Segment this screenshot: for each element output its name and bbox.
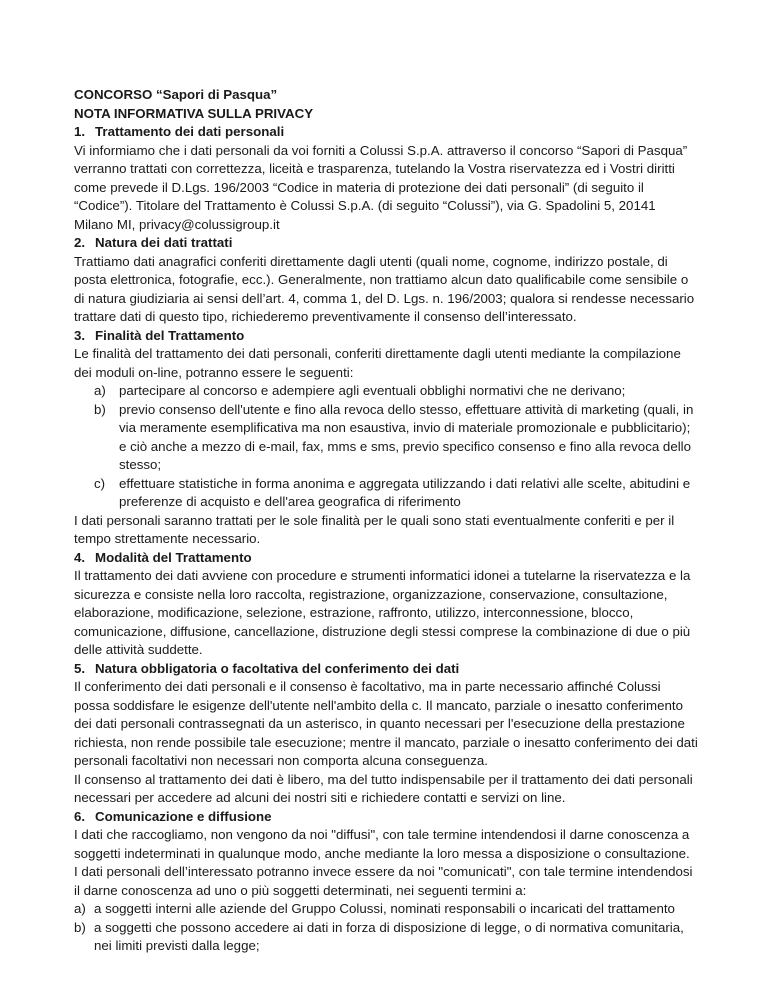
list-marker: b) [94,401,106,417]
section-title: Trattamento dei dati personali [95,124,285,139]
list-marker: c) [94,475,106,491]
section-number: 5. [74,660,86,676]
section-6-heading [74,808,698,827]
section-2-heading [74,234,698,253]
section-2-body: Trattiamo dati anagrafici conferiti direttamente dagli utenti (quali nome, cognome, indirizzo postale, di posta elettronica, fotografie, ecc.). Generalmente, non trattiamo alcun dato qualificabile come sensibile o di natura giudiziaria ai sensi dell’art. 4, comma 1, del D. Lgs. n. 196/2003; qualora si rendesse necessario trattare dati di questo tipo, richiederemo preventivamente il consenso dell’interessato. [74,253,695,324]
section-title: Comunicazione e diffusione [95,808,272,824]
section-1-body: Vi informiamo che i dati personali da voi forniti a Colussi S.p.A. attraverso il concorso “Sapori di Pasqua” verranno trattati con correttezza, liceità e trasparenza, tutelando la Vostra riservatezza ed i Vostri diritti come prevede il D.Lgs. 196/2003 “Codice in materia di protezione dei dati personali” (di seguito il “Codice”). Titolare del Trattamento è Colussi S.p.A. (di seguito “Colussi”), via G. Spadolini 5, 20141 Milano MI, privacy@colussigroup.it [74,142,688,232]
privacy-document [74,86,698,956]
list-item-text: effettuare statistiche in forma anonima e aggregata utilizzando i dati relativi alle scelte, abitudini e preferenze di acquisto e dell'area geografica di riferimento [119,475,691,509]
section-title: Natura dei dati trattati [95,235,233,250]
section-title: Modalità del Trattamento [95,549,252,565]
section-3-heading [74,327,698,346]
list-item-text: partecipare al concorso e adempiere agli eventuali obblighi normativi che ne derivano; [119,383,626,398]
list-item-text: a soggetti interni alle aziende del Gruppo Colussi, nominati responsabili o incaricati del trattamento [94,901,675,916]
list-marker: a) [74,901,86,916]
section-4-body: Il trattamento dei dati avviene con procedure e strumenti informatici idonei a tutelarne la riservatezza e la sicurezza e consiste nella loro raccolta, registrazione, organizzazione, conservazione, consultazione, elaborazione, modificazione, selezione, estrazione, raffronto, utilizzo, interconnessione, blocco, comunicazione, diffusione, cancellazione, distruzione degli stessi comprese la combinazione di due o più delle attività suddette. [74,568,691,657]
list-item [94,475,698,512]
section-6-body-1: I dati che raccogliamo, non vengono da noi "diffusi", con tale termine intendendosi il darne conoscenza a soggetti indeterminati in qualunque modo, anche mediante la loro messa a disposizione o consultazione. [74,827,690,861]
list-item-text: previo consenso dell'utente e fino alla revoca dello stesso, effettuare attività di marketing (quali, in via meramente esemplificativa ma non esaustiva, invio di materiale promozionale e pubblicitario); e ciò anche a mezzo di e-mail, fax, mms e sms, previo specifico consenso e fino alla revoca dello stesso; [119,401,694,472]
list-item [94,401,698,475]
section-4-heading [74,549,698,568]
section-5-body-1: Il conferimento dei dati personali e il consenso è facoltativo, ma in parte necessario affinché Colussi possa soddisfare le esigenze dell'utente nell'ambito della c. Il mancato, parziale o inesatto conferimento dei dati personali contrassegnati da un asterisco, in quanto necessari per l'esecuzione della prestazione richiesta, non rende possibile tale esecuzione; mentre il mancato, parziale o inesatto conferimento dei dati personali facoltativi non necessari non comporta alcuna conseguenza. [74,679,698,768]
section-number: 4. [74,549,86,565]
list-marker: a) [94,383,106,398]
contest-title: CONCORSO “Sapori di Pasqua” [74,87,278,102]
section-5-body-2: Il consenso al trattamento dei dati è libero, ma del tutto indispensabile per il trattamento dei dati personali necessari per accedere ad alcuni dei nostri siti e richiedere contatti e servizi on line. [74,771,693,805]
list-item [74,900,698,919]
section-number: 1. [74,124,86,139]
section-number: 2. [74,235,86,250]
section-3-intro: Le finalità del trattamento dei dati personali, conferiti direttamente dagli utenti mediante la compilazione dei moduli on-line, potranno essere le seguenti: [74,346,681,380]
list-item-text: a soggetti che possono accedere ai dati in forza di disposizione di legge, o di normativa comunitaria, nei limiti previsti dalla legge; [94,919,684,953]
section-title: Finalità del Trattamento [95,327,245,343]
section-5-heading [74,660,698,679]
section-title: Natura obbligatoria o facoltativa del conferimento dei dati [95,660,460,676]
section-3-outro: I dati personali saranno trattati per le sole finalità per le quali sono stati eventualmente conferiti e per il tempo strettamente necessario. [74,512,675,546]
section-number: 6. [74,808,86,824]
list-item [74,919,698,956]
list-marker: b) [74,919,86,935]
section-1-heading [74,123,698,142]
document-title: NOTA INFORMATIVA SULLA PRIVACY [74,105,314,121]
recipient-list [74,900,698,956]
purpose-list [94,382,698,512]
section-number: 3. [74,327,86,343]
section-6-body-2: I dati personali dell’interessato potranno invece essere da noi "comunicati", con tale termine intendendosi il darne conoscenza ad uno o più soggetti determinati, nei seguenti termini a: [74,864,693,898]
list-item [94,382,698,401]
